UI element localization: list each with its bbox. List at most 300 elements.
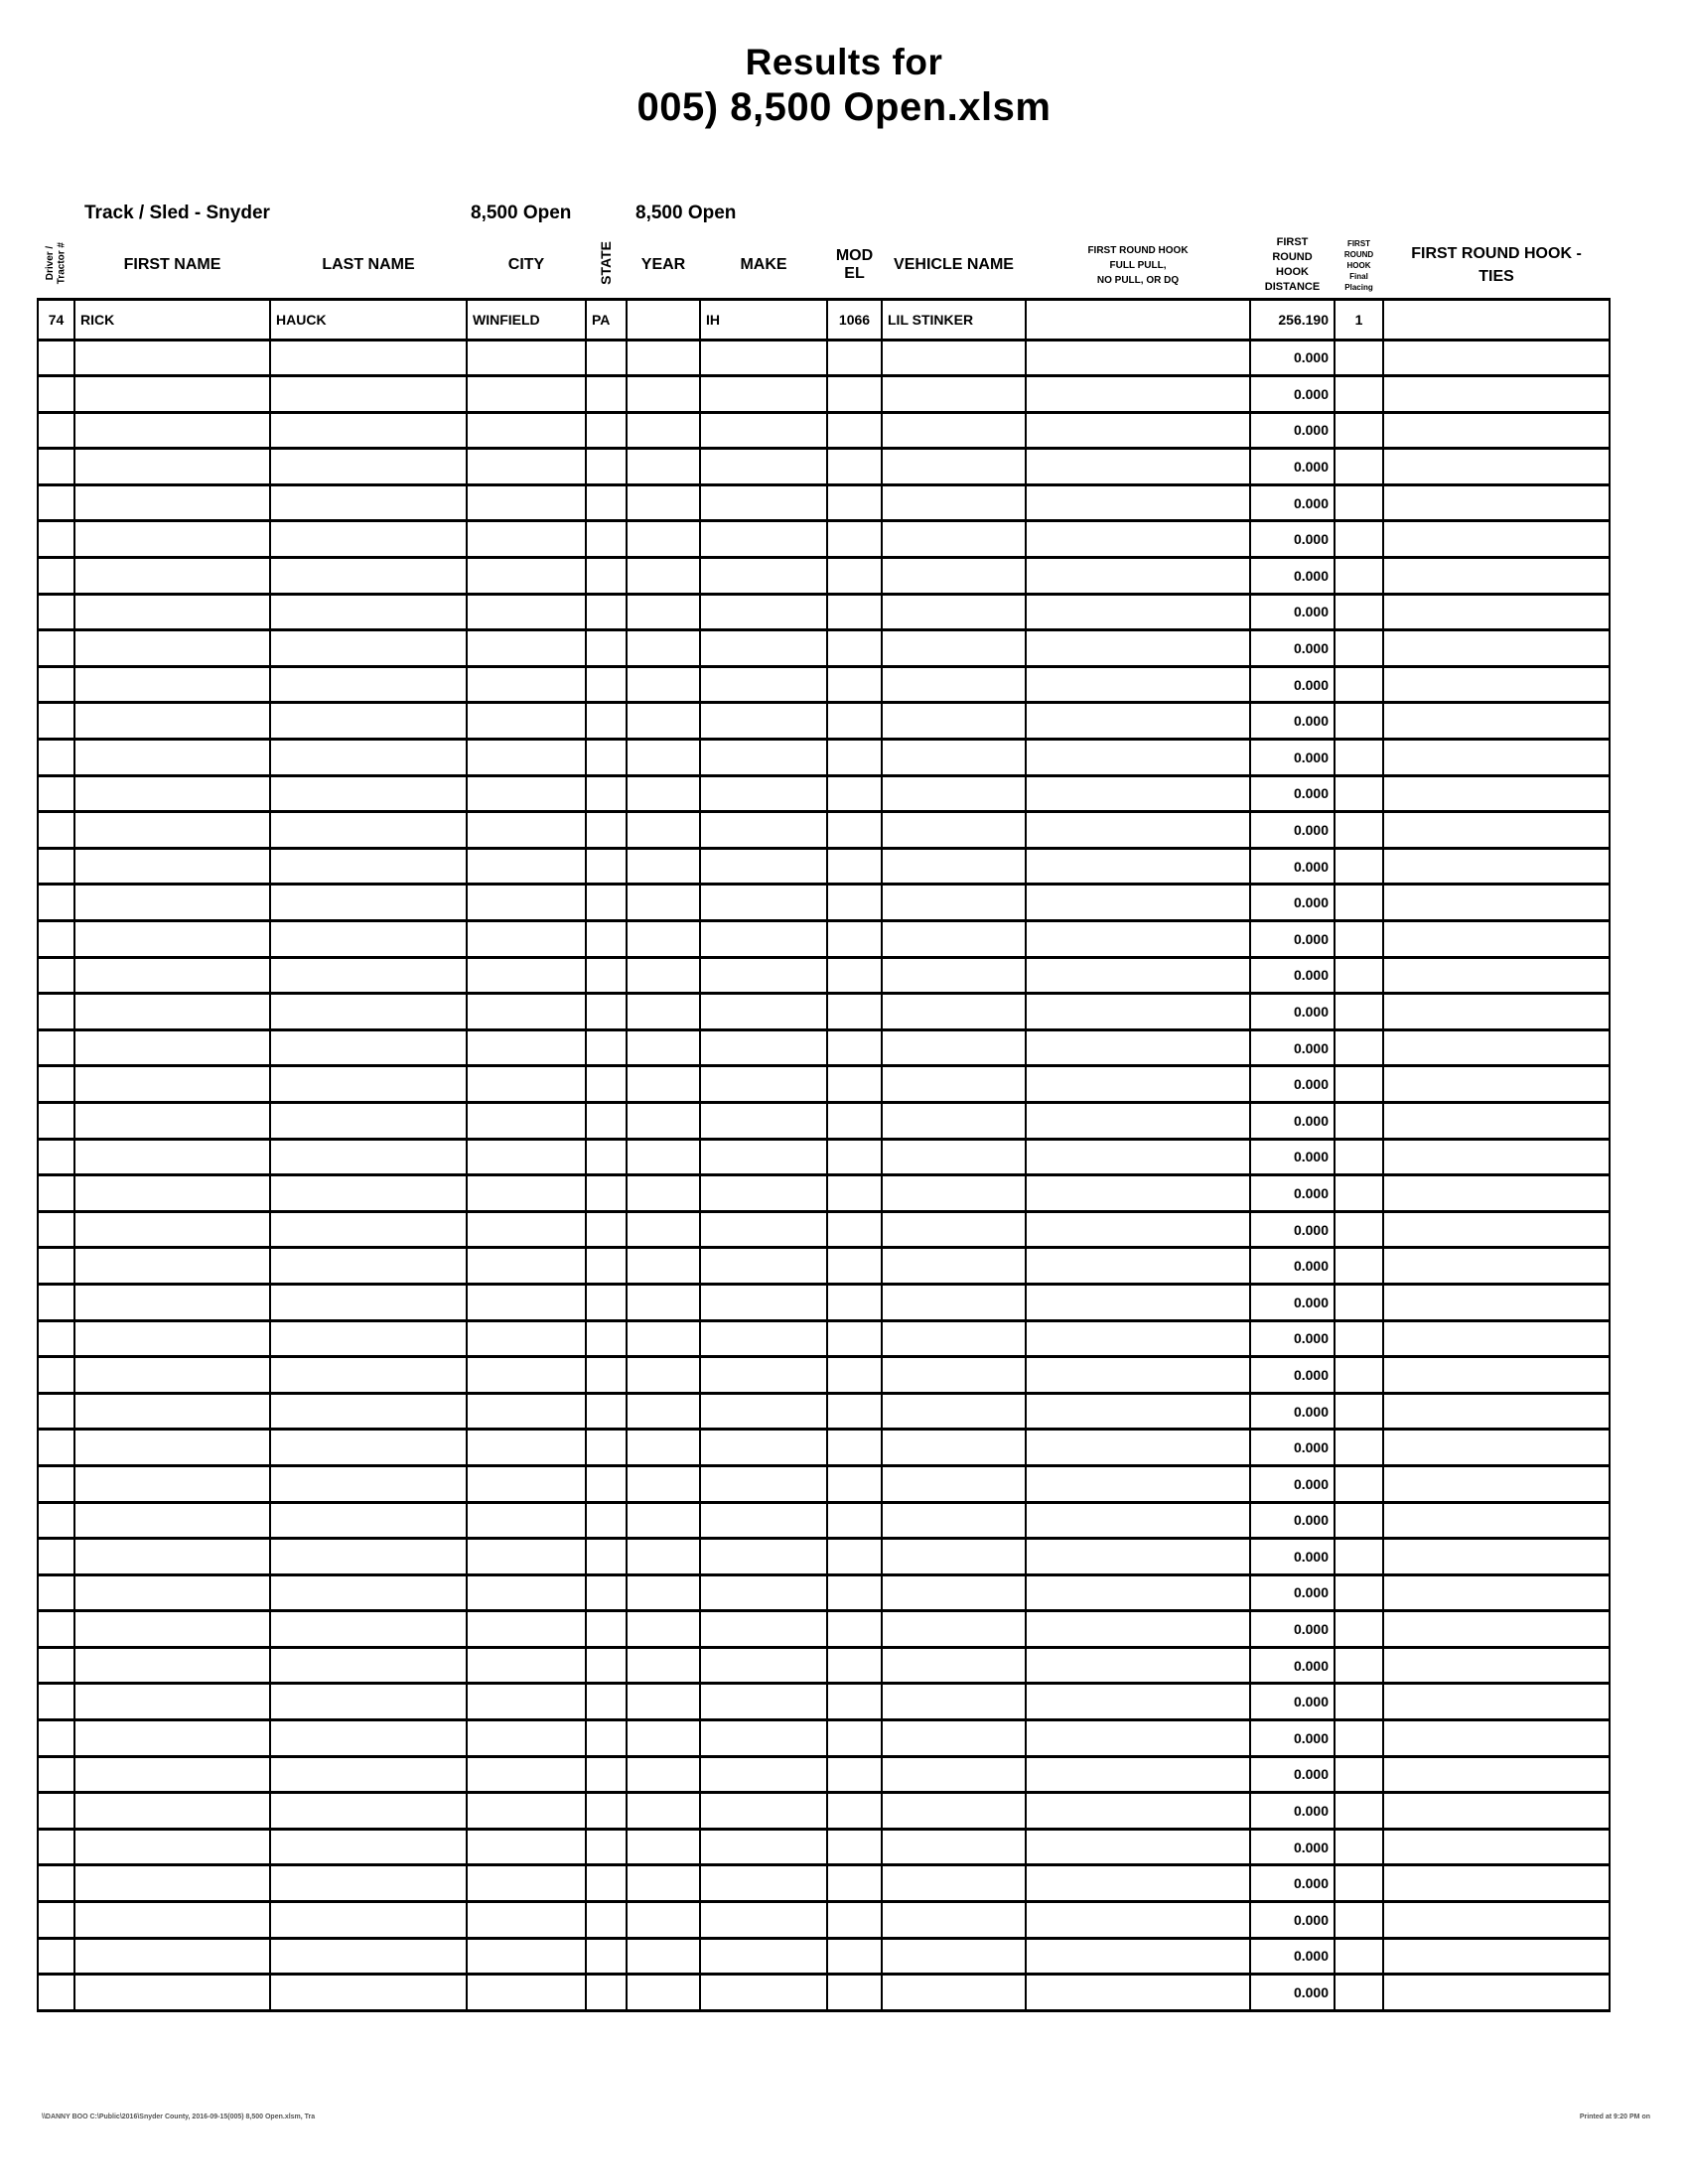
cell-year: [627, 666, 700, 703]
cell-model: [827, 449, 882, 485]
cell-vehicle_name: [882, 1938, 1026, 1975]
cell-driver: [38, 1938, 74, 1975]
cell-distance: 256.190: [1250, 299, 1335, 340]
cell-vehicle_name: [882, 1029, 1026, 1066]
cell-ties: [1383, 1357, 1610, 1394]
cell-distance: 0.000: [1250, 1975, 1335, 2011]
cell-state: [586, 1829, 627, 1865]
cell-make: [700, 666, 827, 703]
cell-make: [700, 1029, 827, 1066]
cell-make: [700, 703, 827, 740]
cell-vehicle_name: [882, 1357, 1026, 1394]
cell-driver: [38, 449, 74, 485]
table-row: [38, 848, 1610, 885]
cell-last_name: [270, 340, 467, 376]
cell-driver: [38, 376, 74, 413]
cell-city: [467, 1539, 586, 1575]
table-row: [38, 1865, 1610, 1902]
cell-last_name: [270, 1756, 467, 1793]
cell-ties: [1383, 1793, 1610, 1830]
cell-first_name: [74, 376, 270, 413]
cell-full_pull: [1026, 630, 1250, 667]
cell-ties: [1383, 775, 1610, 812]
cell-vehicle_name: [882, 1284, 1026, 1320]
cell-year: [627, 921, 700, 958]
cell-ties: [1383, 1902, 1610, 1939]
cell-state: [586, 1465, 627, 1502]
cell-ties: [1383, 1029, 1610, 1066]
cell-model: [827, 666, 882, 703]
cell-ties: [1383, 1611, 1610, 1648]
cell-ties: [1383, 1865, 1610, 1902]
cell-make: IH: [700, 299, 827, 340]
cell-distance: 0.000: [1250, 484, 1335, 521]
cell-full_pull: [1026, 1975, 1250, 2011]
cell-city: [467, 740, 586, 776]
cell-city: [467, 775, 586, 812]
table-row: [38, 1684, 1610, 1720]
cell-model: [827, 1902, 882, 1939]
cell-first_name: [74, 1102, 270, 1139]
cell-year: [627, 1574, 700, 1611]
cell-first_name: [74, 1393, 270, 1430]
cell-city: [467, 1430, 586, 1466]
cell-placing: [1335, 1756, 1383, 1793]
cell-first_name: [74, 1574, 270, 1611]
cell-make: [700, 521, 827, 558]
cell-placing: [1335, 1539, 1383, 1575]
cell-last_name: [270, 740, 467, 776]
cell-driver: [38, 957, 74, 994]
cell-placing: [1335, 1248, 1383, 1285]
cell-ties: [1383, 1574, 1610, 1611]
cell-state: [586, 1938, 627, 1975]
cell-placing: [1335, 1393, 1383, 1430]
table-row: [38, 1139, 1610, 1175]
cell-city: [467, 558, 586, 595]
cell-make: [700, 558, 827, 595]
cell-city: [467, 1865, 586, 1902]
cell-vehicle_name: [882, 994, 1026, 1030]
cell-vehicle_name: [882, 1720, 1026, 1757]
cell-last_name: [270, 1430, 467, 1466]
cell-distance: 0.000: [1250, 594, 1335, 630]
cell-year: [627, 1465, 700, 1502]
cell-year: [627, 703, 700, 740]
cell-first_name: [74, 1793, 270, 1830]
cell-distance: 0.000: [1250, 1102, 1335, 1139]
cell-full_pull: [1026, 1175, 1250, 1212]
cell-full_pull: [1026, 1502, 1250, 1539]
cell-driver: [38, 1320, 74, 1357]
cell-city: [467, 812, 586, 849]
cell-ties: [1383, 885, 1610, 921]
cell-placing: [1335, 376, 1383, 413]
driver-tractor-vertical-label: Driver / Tractor #: [45, 241, 68, 284]
cell-year: [627, 812, 700, 849]
cell-year: [627, 1284, 700, 1320]
col-header-model: MOD EL: [827, 233, 882, 299]
cell-make: [700, 1139, 827, 1175]
cell-distance: 0.000: [1250, 1357, 1335, 1394]
cell-year: [627, 1248, 700, 1285]
cell-vehicle_name: [882, 412, 1026, 449]
cell-state: [586, 521, 627, 558]
cell-driver: [38, 558, 74, 595]
cell-placing: [1335, 1465, 1383, 1502]
cell-make: [700, 449, 827, 485]
cell-model: [827, 740, 882, 776]
cell-placing: [1335, 1211, 1383, 1248]
table-row: [38, 666, 1610, 703]
cell-vehicle_name: [882, 703, 1026, 740]
cell-first_name: [74, 484, 270, 521]
cell-placing: [1335, 1720, 1383, 1757]
cell-year: [627, 1865, 700, 1902]
cell-full_pull: [1026, 1102, 1250, 1139]
cell-city: [467, 994, 586, 1030]
cell-full_pull: [1026, 1066, 1250, 1103]
cell-last_name: [270, 1284, 467, 1320]
cell-distance: 0.000: [1250, 775, 1335, 812]
cell-last_name: [270, 1720, 467, 1757]
table-row: [38, 885, 1610, 921]
cell-vehicle_name: [882, 1902, 1026, 1939]
cell-last_name: [270, 1574, 467, 1611]
cell-placing: [1335, 630, 1383, 667]
cell-placing: [1335, 1647, 1383, 1684]
cell-distance: 0.000: [1250, 1647, 1335, 1684]
table-row: [38, 1175, 1610, 1212]
table-row: [38, 1393, 1610, 1430]
table-row: [38, 812, 1610, 849]
cell-model: [827, 1684, 882, 1720]
cell-placing: [1335, 521, 1383, 558]
cell-full_pull: [1026, 1647, 1250, 1684]
cell-make: [700, 1829, 827, 1865]
col-header-vehicle-name: VEHICLE NAME: [882, 233, 1026, 299]
cell-first_name: [74, 1284, 270, 1320]
cell-make: [700, 885, 827, 921]
cell-year: [627, 558, 700, 595]
cell-state: [586, 1647, 627, 1684]
cell-last_name: [270, 521, 467, 558]
cell-model: [827, 521, 882, 558]
cell-first_name: [74, 885, 270, 921]
cell-placing: [1335, 1502, 1383, 1539]
cell-first_name: [74, 1357, 270, 1394]
cell-driver: [38, 1066, 74, 1103]
cell-driver: [38, 775, 74, 812]
cell-make: [700, 1684, 827, 1720]
cell-driver: [38, 1175, 74, 1212]
cell-distance: 0.000: [1250, 340, 1335, 376]
cell-model: [827, 1357, 882, 1394]
cell-model: [827, 1066, 882, 1103]
cell-year: [627, 1393, 700, 1430]
cell-model: [827, 1393, 882, 1430]
cell-model: [827, 1502, 882, 1539]
cell-city: [467, 1175, 586, 1212]
cell-model: [827, 1574, 882, 1611]
table-row: [38, 1938, 1610, 1975]
cell-last_name: [270, 1647, 467, 1684]
table-row: [38, 1465, 1610, 1502]
cell-vehicle_name: [882, 1139, 1026, 1175]
cell-year: [627, 1975, 700, 2011]
cell-full_pull: [1026, 376, 1250, 413]
table-row: [38, 1284, 1610, 1320]
cell-city: [467, 1793, 586, 1830]
cell-model: [827, 484, 882, 521]
cell-driver: [38, 1502, 74, 1539]
cell-year: [627, 1357, 700, 1394]
cell-city: [467, 1357, 586, 1394]
cell-city: [467, 1320, 586, 1357]
cell-year: [627, 521, 700, 558]
cell-first_name: [74, 594, 270, 630]
cell-driver: [38, 521, 74, 558]
cell-vehicle_name: [882, 521, 1026, 558]
cell-first_name: [74, 412, 270, 449]
cell-make: [700, 1938, 827, 1975]
cell-city: [467, 1647, 586, 1684]
cell-first_name: [74, 1430, 270, 1466]
cell-full_pull: [1026, 1611, 1250, 1648]
cell-make: [700, 340, 827, 376]
table-row: [38, 594, 1610, 630]
cell-placing: [1335, 1902, 1383, 1939]
cell-driver: [38, 994, 74, 1030]
cell-first_name: [74, 449, 270, 485]
cell-distance: 0.000: [1250, 1829, 1335, 1865]
cell-driver: [38, 1574, 74, 1611]
cell-distance: 0.000: [1250, 1211, 1335, 1248]
cell-state: [586, 1066, 627, 1103]
cell-placing: [1335, 1574, 1383, 1611]
cell-year: [627, 340, 700, 376]
cell-ties: [1383, 1139, 1610, 1175]
cell-ties: [1383, 1720, 1610, 1757]
cell-full_pull: [1026, 1684, 1250, 1720]
cell-full_pull: [1026, 1248, 1250, 1285]
cell-state: [586, 1211, 627, 1248]
col-header-state: [586, 233, 627, 299]
cell-placing: [1335, 1139, 1383, 1175]
cell-state: [586, 775, 627, 812]
cell-vehicle_name: [882, 1211, 1026, 1248]
cell-first_name: [74, 666, 270, 703]
cell-year: [627, 1066, 700, 1103]
cell-make: [700, 1793, 827, 1830]
cell-first_name: [74, 1175, 270, 1212]
table-row: [38, 1320, 1610, 1357]
cell-city: [467, 1465, 586, 1502]
col-header-city: CITY: [467, 233, 586, 299]
cell-vehicle_name: [882, 1647, 1026, 1684]
cell-year: [627, 848, 700, 885]
cell-make: [700, 775, 827, 812]
table-row: [38, 449, 1610, 485]
cell-state: [586, 740, 627, 776]
cell-model: [827, 1430, 882, 1466]
cell-placing: [1335, 1611, 1383, 1648]
table-row: [38, 521, 1610, 558]
cell-vehicle_name: [882, 1248, 1026, 1285]
cell-vehicle_name: [882, 1102, 1026, 1139]
cell-driver: [38, 1248, 74, 1285]
cell-vehicle_name: [882, 740, 1026, 776]
cell-make: [700, 1430, 827, 1466]
table-row: [38, 412, 1610, 449]
cell-state: [586, 848, 627, 885]
cell-first_name: [74, 1902, 270, 1939]
cell-first_name: [74, 921, 270, 958]
cell-last_name: [270, 630, 467, 667]
cell-last_name: [270, 1829, 467, 1865]
cell-vehicle_name: [882, 1320, 1026, 1357]
cell-city: [467, 1211, 586, 1248]
cell-ties: [1383, 340, 1610, 376]
cell-driver: [38, 1102, 74, 1139]
cell-vehicle_name: [882, 1865, 1026, 1902]
cell-state: [586, 1248, 627, 1285]
cell-state: [586, 921, 627, 958]
cell-last_name: [270, 1865, 467, 1902]
cell-driver: [38, 594, 74, 630]
cell-make: [700, 1647, 827, 1684]
cell-ties: [1383, 994, 1610, 1030]
table-row: [38, 558, 1610, 595]
cell-year: [627, 885, 700, 921]
cell-full_pull: [1026, 558, 1250, 595]
cell-first_name: [74, 1320, 270, 1357]
cell-driver: [38, 1611, 74, 1648]
cell-make: [700, 1574, 827, 1611]
cell-state: [586, 885, 627, 921]
col-header-first-name: FIRST NAME: [74, 233, 270, 299]
cell-driver: [38, 484, 74, 521]
cell-city: [467, 1102, 586, 1139]
cell-state: PA: [586, 299, 627, 340]
cell-first_name: [74, 812, 270, 849]
cell-placing: [1335, 848, 1383, 885]
cell-city: [467, 703, 586, 740]
table-row: [38, 994, 1610, 1030]
cell-year: [627, 630, 700, 667]
table-row: [38, 1430, 1610, 1466]
cell-distance: 0.000: [1250, 1902, 1335, 1939]
cell-distance: 0.000: [1250, 558, 1335, 595]
cell-distance: 0.000: [1250, 1393, 1335, 1430]
table-row: [38, 1756, 1610, 1793]
cell-state: [586, 449, 627, 485]
cell-last_name: [270, 1248, 467, 1285]
col-header-make: MAKE: [700, 233, 827, 299]
cell-last_name: [270, 921, 467, 958]
cell-first_name: [74, 340, 270, 376]
cell-ties: [1383, 1175, 1610, 1212]
cell-ties: [1383, 521, 1610, 558]
cell-make: [700, 994, 827, 1030]
cell-driver: [38, 412, 74, 449]
col-header-first-round-hook-result: FIRST ROUND HOOK FULL PULL, NO PULL, OR DQ: [1026, 233, 1250, 299]
cell-year: [627, 1647, 700, 1684]
cell-vehicle_name: [882, 1611, 1026, 1648]
cell-year: [627, 1611, 700, 1648]
cell-make: [700, 630, 827, 667]
cell-placing: [1335, 775, 1383, 812]
cell-placing: [1335, 1684, 1383, 1720]
cell-last_name: [270, 775, 467, 812]
cell-ties: [1383, 848, 1610, 885]
cell-year: [627, 1720, 700, 1757]
cell-distance: 0.000: [1250, 1175, 1335, 1212]
cell-ties: [1383, 740, 1610, 776]
cell-first_name: [74, 1248, 270, 1285]
cell-distance: 0.000: [1250, 1938, 1335, 1975]
cell-driver: [38, 1284, 74, 1320]
cell-year: [627, 1430, 700, 1466]
cell-model: [827, 1938, 882, 1975]
cell-ties: [1383, 1102, 1610, 1139]
cell-make: [700, 1175, 827, 1212]
class-label-2: 8,500 Open: [635, 203, 737, 223]
cell-placing: [1335, 1865, 1383, 1902]
cell-state: [586, 1902, 627, 1939]
cell-state: [586, 1357, 627, 1394]
cell-placing: [1335, 1102, 1383, 1139]
cell-distance: 0.000: [1250, 1320, 1335, 1357]
col-header-first-round-hook-ties: FIRST ROUND HOOK - TIES: [1383, 233, 1610, 299]
track-sled-label: Track / Sled - Snyder: [84, 203, 270, 223]
cell-state: [586, 594, 627, 630]
cell-distance: 0.000: [1250, 521, 1335, 558]
col-header-last-name: LAST NAME: [270, 233, 467, 299]
cell-model: [827, 1829, 882, 1865]
cell-city: [467, 921, 586, 958]
cell-first_name: [74, 703, 270, 740]
col-header-first-round-hook-placing: FIRST ROUND HOOK Final Placing: [1335, 233, 1383, 299]
cell-first_name: [74, 775, 270, 812]
cell-full_pull: [1026, 1284, 1250, 1320]
cell-driver: [38, 1139, 74, 1175]
cell-city: [467, 957, 586, 994]
cell-year: [627, 1175, 700, 1212]
table-row: [38, 1975, 1610, 2011]
cell-year: [627, 1902, 700, 1939]
cell-distance: 0.000: [1250, 1430, 1335, 1466]
cell-full_pull: [1026, 775, 1250, 812]
cell-year: [627, 1502, 700, 1539]
cell-vehicle_name: LIL STINKER: [882, 299, 1026, 340]
cell-model: [827, 1248, 882, 1285]
table-row: [38, 630, 1610, 667]
cell-make: [700, 1756, 827, 1793]
cell-distance: 0.000: [1250, 449, 1335, 485]
cell-year: [627, 1938, 700, 1975]
cell-make: [700, 1393, 827, 1430]
table-header-row: [38, 233, 1610, 299]
cell-first_name: [74, 1539, 270, 1575]
cell-full_pull: [1026, 594, 1250, 630]
cell-full_pull: [1026, 848, 1250, 885]
cell-ties: [1383, 558, 1610, 595]
cell-make: [700, 740, 827, 776]
cell-state: [586, 1175, 627, 1212]
cell-last_name: [270, 666, 467, 703]
cell-full_pull: [1026, 1865, 1250, 1902]
